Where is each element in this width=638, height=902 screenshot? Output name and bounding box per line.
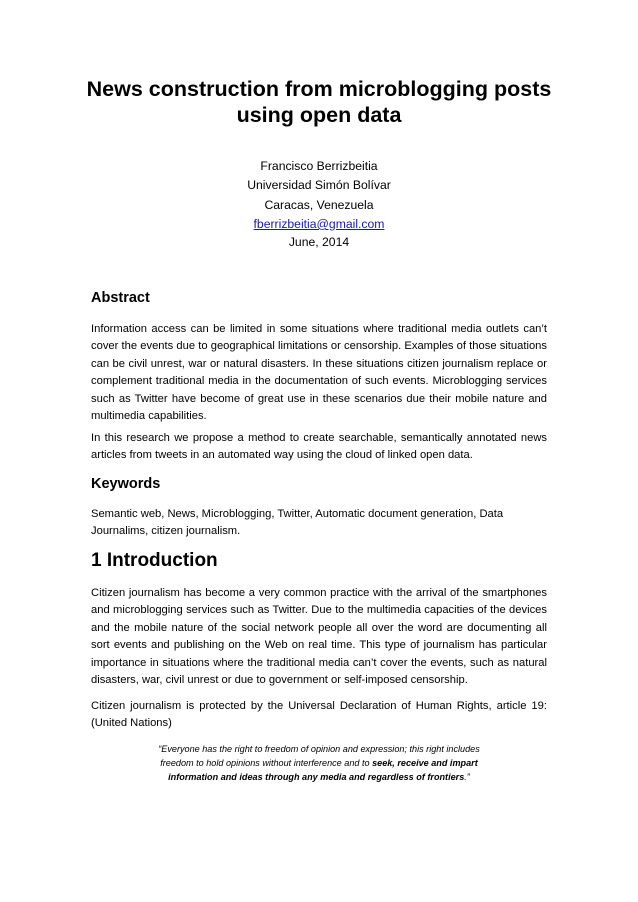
abstract-paragraph-1: Information access can be limited in some situations where traditional media outlets can’t cover the events due to geographical limitations or censorship. Examples of those situations can be civil unrest, war or natural disasters. In these situations citizen journalism replace or complement traditional media in the documentation of such events. Microblogging services such as Twitter have become of great use in these scenarios due their mobile nature and multimedia capabilities.	[91, 323, 547, 423]
author-location: Caracas, Venezuela	[264, 197, 374, 212]
quote-period: .	[464, 772, 467, 782]
quote-text: Everyone has the right to freedom of opinion and expression; this right includes freedom to hold opinions without interference and to	[160, 744, 480, 768]
introduction-heading: 1 Introduction	[91, 550, 218, 571]
abstract-heading: Abstract	[91, 290, 150, 306]
keywords-heading: Keywords	[91, 476, 161, 492]
quote-open-mark: “	[158, 744, 162, 754]
publication-date: June, 2014	[288, 235, 350, 249]
abstract-paragraph-2: In this research we propose a method to create searchable, semantically annotated news articles from tweets in an automated way using the cloud of linked open data.	[91, 432, 547, 462]
introduction-paragraph-2: Citizen journalism is protected by the Universal Declaration of Human Rights, article 19: (United Nations)	[91, 700, 547, 730]
introduction-paragraph-1: Citizen journalism has become a very common practice with the arrival of the smartphones and microblogging services such as Twitter. Due to the multimedia capacities of the devices and the mobile nature of the social network people all over the word are documenting all sort events and publishing on the Web on real time. This type of journalism has particular importance in situations where the traditional media can’t cover the events, such as natural disasters, war, civil unrest or due to government or self-imposed censorship.	[91, 587, 547, 687]
udhr-quote	[148, 742, 490, 784]
quote-emphasis: seek, receive and impart information and ideas through any media and regardless of frontiers	[168, 758, 478, 782]
author-email-link[interactable]: fberrizbeitia@gmail.com	[253, 216, 385, 231]
author-affiliation: Universidad Simón Bolívar	[247, 178, 391, 193]
quote-close-mark: ”	[466, 772, 470, 782]
keywords-text: Semantic web, News, Microblogging, Twitter, Automatic document generation, Data Journalims, citizen journalism.	[91, 508, 504, 538]
author-name: Francisco Berrizbeitia	[260, 159, 378, 173]
author-block	[0, 157, 638, 234]
paper-title: News construction from microblogging posts using open data	[86, 77, 552, 127]
